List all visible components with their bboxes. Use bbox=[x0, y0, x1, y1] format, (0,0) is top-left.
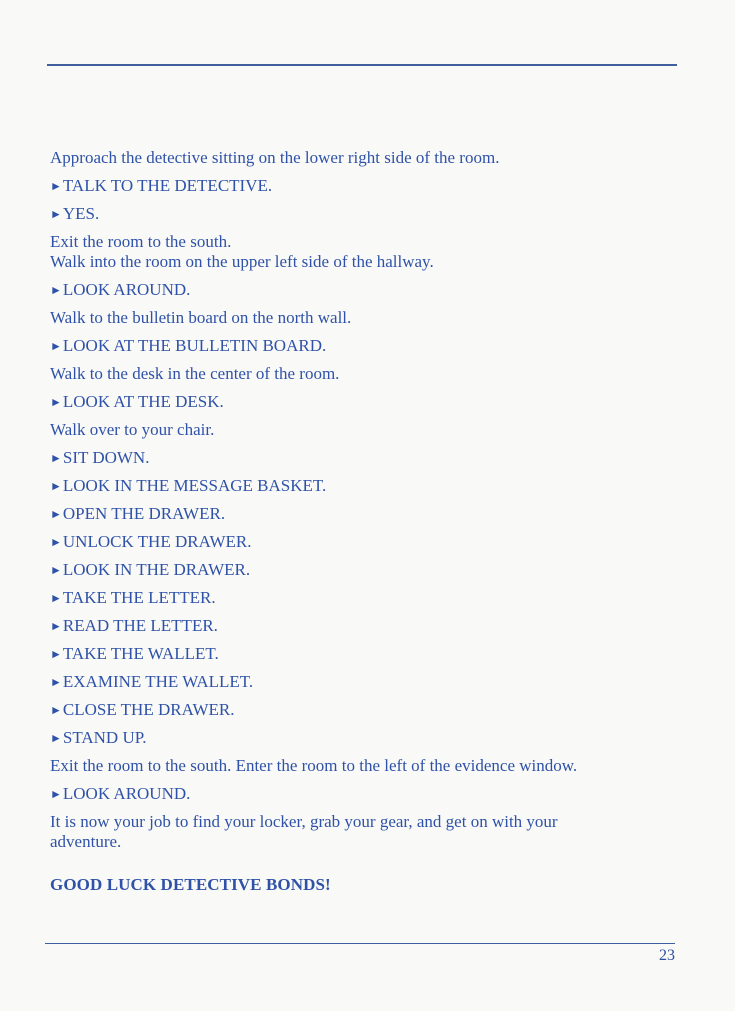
line-text: Walk to the bulletin board on the north wall. bbox=[50, 308, 352, 327]
instruction-line bbox=[50, 832, 121, 852]
line-text: LOOK AT THE BULLETIN BOARD. bbox=[62, 336, 327, 355]
line-text: Exit the room to the south. bbox=[50, 232, 232, 251]
command-arrow-icon: ► bbox=[50, 179, 62, 193]
command-line bbox=[50, 672, 253, 693]
closing-message: GOOD LUCK DETECTIVE BONDS! bbox=[50, 875, 331, 894]
command-line bbox=[50, 560, 250, 581]
line-text: Walk over to your chair. bbox=[50, 420, 215, 439]
command-arrow-icon: ► bbox=[50, 395, 62, 409]
line-text: OPEN THE DRAWER. bbox=[62, 504, 226, 523]
command-line bbox=[50, 784, 190, 805]
line-text: Walk into the room on the upper left side of the hallway. bbox=[50, 252, 434, 271]
command-arrow-icon: ► bbox=[50, 207, 62, 221]
command-arrow-icon: ► bbox=[50, 535, 62, 549]
command-arrow-icon: ► bbox=[50, 283, 62, 297]
line-text: CLOSE THE DRAWER. bbox=[62, 700, 235, 719]
command-arrow-icon: ► bbox=[50, 479, 62, 493]
instruction-line bbox=[50, 308, 351, 328]
command-line bbox=[50, 176, 272, 197]
line-text: It is now your job to find your locker, grab your gear, and get on with your bbox=[50, 812, 558, 831]
command-arrow-icon: ► bbox=[50, 647, 62, 661]
line-text: SIT DOWN. bbox=[62, 448, 150, 467]
command-line bbox=[50, 728, 147, 749]
command-line bbox=[50, 644, 219, 665]
command-line bbox=[50, 476, 326, 497]
line-text: LOOK IN THE MESSAGE BASKET. bbox=[62, 476, 327, 495]
line-text: LOOK AROUND. bbox=[62, 280, 191, 299]
instruction-line bbox=[50, 756, 577, 776]
instruction-line bbox=[50, 232, 231, 252]
command-line bbox=[50, 700, 235, 721]
command-line bbox=[50, 336, 326, 357]
command-line bbox=[50, 532, 252, 553]
command-arrow-icon: ► bbox=[50, 787, 62, 801]
instruction-line bbox=[50, 812, 558, 832]
command-arrow-icon: ► bbox=[50, 731, 62, 745]
instruction-line bbox=[50, 420, 214, 440]
command-arrow-icon: ► bbox=[50, 563, 62, 577]
line-text: UNLOCK THE DRAWER. bbox=[62, 532, 252, 551]
line-text: Approach the detective sitting on the lower right side of the room. bbox=[50, 148, 500, 167]
command-arrow-icon: ► bbox=[50, 591, 62, 605]
command-arrow-icon: ► bbox=[50, 675, 62, 689]
line-text: TAKE THE LETTER. bbox=[62, 588, 216, 607]
line-text: LOOK AT THE DESK. bbox=[62, 392, 224, 411]
command-line bbox=[50, 504, 225, 525]
line-text: LOOK AROUND. bbox=[62, 784, 191, 803]
command-arrow-icon: ► bbox=[50, 703, 62, 717]
line-text: TAKE THE WALLET. bbox=[62, 644, 219, 663]
line-text: TALK TO THE DETECTIVE. bbox=[62, 176, 273, 195]
top-rule bbox=[47, 64, 677, 66]
line-text: Exit the room to the south. Enter the room to the left of the evidence window. bbox=[50, 756, 578, 775]
line-text: LOOK IN THE DRAWER. bbox=[62, 560, 251, 579]
line-text: YES. bbox=[62, 204, 100, 223]
instruction-line bbox=[50, 252, 434, 272]
line-text: Walk to the desk in the center of the room. bbox=[50, 364, 340, 383]
command-arrow-icon: ► bbox=[50, 451, 62, 465]
command-line bbox=[50, 448, 149, 469]
command-line bbox=[50, 392, 224, 413]
command-line bbox=[50, 280, 190, 301]
command-line bbox=[50, 616, 218, 637]
command-arrow-icon: ► bbox=[50, 619, 62, 633]
instruction-line bbox=[50, 364, 339, 384]
command-arrow-icon: ► bbox=[50, 507, 62, 521]
command-line bbox=[50, 204, 99, 225]
bottom-rule bbox=[45, 943, 675, 944]
line-text: EXAMINE THE WALLET. bbox=[62, 672, 254, 691]
page-number: 23 bbox=[659, 947, 675, 964]
command-line bbox=[50, 588, 216, 609]
line-text: adventure. bbox=[50, 832, 122, 851]
command-arrow-icon: ► bbox=[50, 339, 62, 353]
line-text: STAND UP. bbox=[62, 728, 147, 747]
line-text: READ THE LETTER. bbox=[62, 616, 218, 635]
instruction-line bbox=[50, 148, 499, 168]
